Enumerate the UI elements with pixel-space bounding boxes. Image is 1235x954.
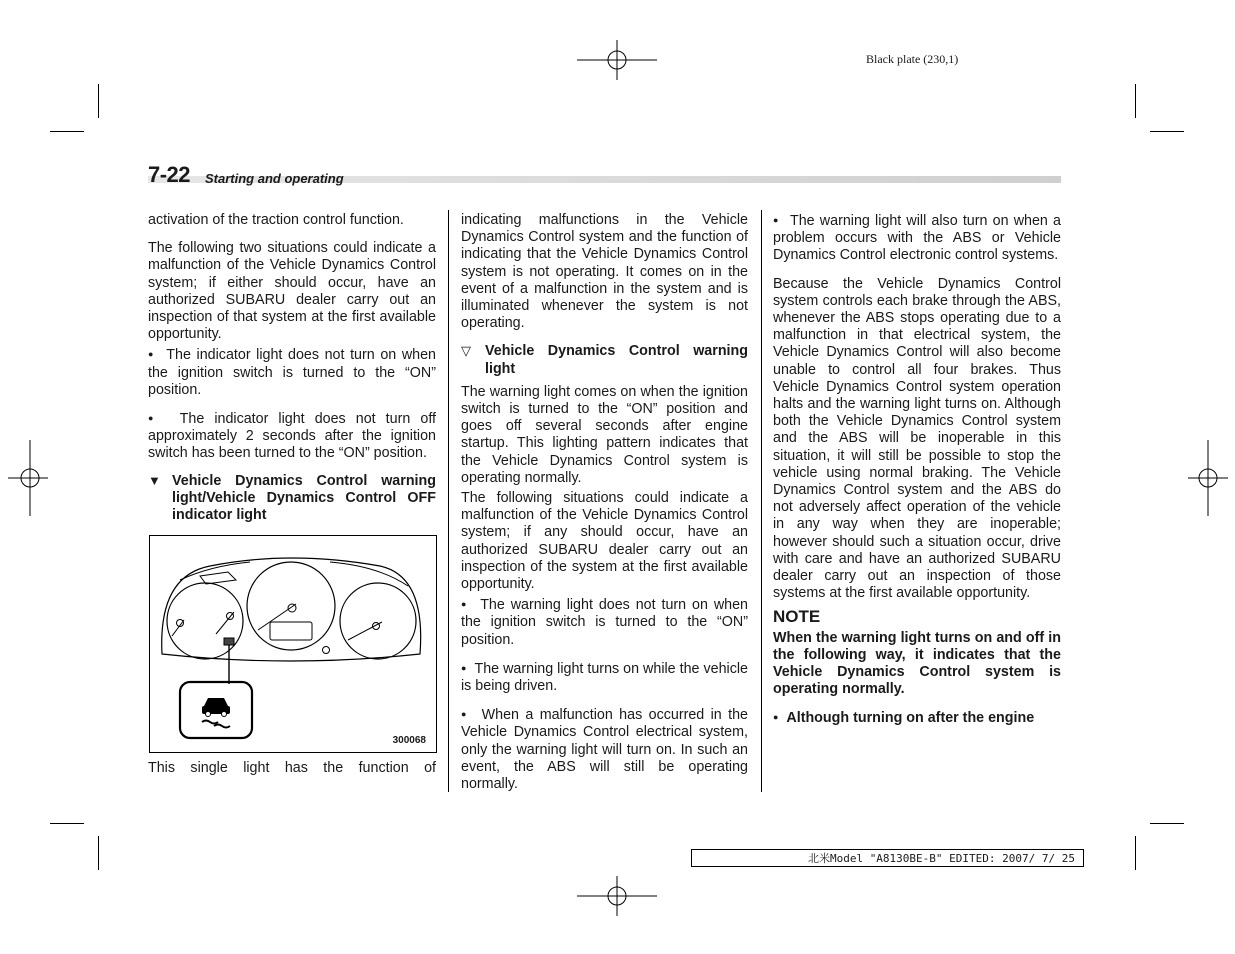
- crop-mark: [50, 823, 84, 824]
- heading-text: Vehicle Dynamics Control warning light/Vehicle Dynamics Control OFF indicator light: [172, 472, 436, 524]
- paragraph: The following two situations could indicate a malfunction of the Vehicle Dynamics Control system; if either should occur, have an authorized SUBARU dealer carry out an inspection of that system at the first available opportunity.: [148, 240, 436, 343]
- page-number: 7-22: [148, 162, 191, 187]
- registration-mark-right: [1188, 440, 1228, 516]
- bullet-text: The indicator light does not turn on when the ignition switch is turned to the “ON” position.: [148, 347, 437, 398]
- bullet-item: [148, 346, 436, 399]
- bullet-icon: ●: [773, 712, 779, 723]
- crop-mark: [1135, 836, 1136, 870]
- bullet-icon: ●: [461, 709, 469, 720]
- bullet-text: Although turning on after the engine: [786, 710, 1035, 727]
- section-heading: [461, 342, 748, 377]
- triangle-down-icon: ▼: [148, 472, 161, 488]
- column-1-tail: [148, 760, 436, 788]
- column-divider: [448, 210, 449, 792]
- paragraph: The warning light comes on when the ignition switch is turned to the “ON” position and goes off several seconds after engine startup. This lighting pattern indicates that the Vehicle Dynamics Control system is operating normally.: [461, 383, 748, 486]
- footer-edit-stamp: 北米Model "A8130BE-B" EDITED: 2007/ 7/ 25: [691, 849, 1084, 867]
- bullet-item: [148, 410, 436, 463]
- crop-mark: [50, 131, 84, 132]
- bullet-text: When a malfunction has occurred in the Vehicle Dynamics Control electrical system, only the warning light will turn on. In such an event, the ABS will still be operating normally.: [461, 707, 749, 793]
- bullet-icon: ●: [461, 662, 467, 673]
- registration-mark-left: [8, 440, 48, 516]
- bullet-text: The indicator light does not turn off approximately 2 seconds after the ignition switch has been turned to the “ON” position.: [148, 411, 437, 462]
- column-divider: [761, 210, 762, 792]
- bullet-item: [461, 596, 748, 649]
- note-text: When the warning light turns on and off in the following way, it indicates that the Vehicle Dynamics Control system is operating normally.: [773, 629, 1061, 698]
- bullet-icon: ●: [461, 599, 469, 610]
- registration-mark-top: [577, 40, 657, 80]
- crop-mark: [98, 84, 99, 118]
- bullet-item: [461, 706, 748, 793]
- registration-mark-bottom: [577, 876, 657, 916]
- bullet-text: The warning light will also turn on when a problem occurs with the ABS or Vehicle Dynamics Control electronic control systems.: [773, 213, 1061, 264]
- note-bullet: [773, 709, 1061, 727]
- bullet-item: [773, 212, 1061, 265]
- triangle-down-outline-icon: ▽: [461, 343, 471, 359]
- crop-mark: [1135, 84, 1136, 118]
- note-title: NOTE: [773, 607, 821, 627]
- crop-mark: [1150, 823, 1184, 824]
- paragraph: This single light has the function of: [148, 760, 436, 776]
- column-2: [461, 212, 748, 804]
- paragraph: activation of the traction control function.: [148, 212, 404, 228]
- paragraph: The following situations could indicate a malfunction of the Vehicle Dynamics Control system; if any should occur, have an authorized SUBARU dealer carry out an inspection of the system at the first available opportunity.: [461, 490, 748, 593]
- paragraph: indicating malfunctions in the Vehicle Dynamics Control system and the function of indicating that the Vehicle Dynamics Control system is not operating. It comes on in the event of a malfunction in the system and is illuminated whenever the system is not operating.: [461, 212, 748, 332]
- bullet-item: [461, 660, 748, 695]
- crop-mark: [98, 836, 99, 870]
- paragraph: Because the Vehicle Dynamics Control system controls each brake through the ABS, whenever the ABS stops operating due to a malfunction in that electrical system, the Vehicle Dynamics Control will also become unable to control all four brakes. Thus Vehicle Dynamics Control system operation halts and the warning light turns on. Although both the Vehicle Dynamics Control system and the ABS will be inoperable in this situation, it will still be possible to stop the vehicle using normal braking. The Vehicle Dynamics Control system and the ABS do not adversely affect operation of the vehicle in any way when they are inoperable; however should such a situation occur, drive with care and have an authorized SUBARU dealer carry out an inspection of those systems at the first available opportunity.: [773, 275, 1061, 602]
- column-1: [148, 212, 436, 535]
- bullet-text: The warning light turns on while the vehicle is being driven.: [461, 660, 749, 695]
- bullet-text: The warning light does not turn on when the ignition switch is turned to the “ON” position.: [461, 597, 749, 648]
- bullet-icon: ●: [148, 349, 156, 360]
- bullet-icon: ●: [148, 413, 160, 424]
- column-3: [773, 212, 1061, 739]
- plate-label: Black plate (230,1): [866, 52, 959, 66]
- instrument-cluster-illustration: [150, 536, 436, 752]
- figure-code: 300068: [392, 735, 426, 746]
- bullet-icon: ●: [773, 215, 780, 225]
- heading-text: Vehicle Dynamics Control warning light: [485, 343, 748, 377]
- section-heading: [148, 472, 436, 525]
- dashboard-figure: [149, 535, 437, 753]
- section-title: Starting and operating: [205, 171, 344, 186]
- crop-mark: [1150, 131, 1184, 132]
